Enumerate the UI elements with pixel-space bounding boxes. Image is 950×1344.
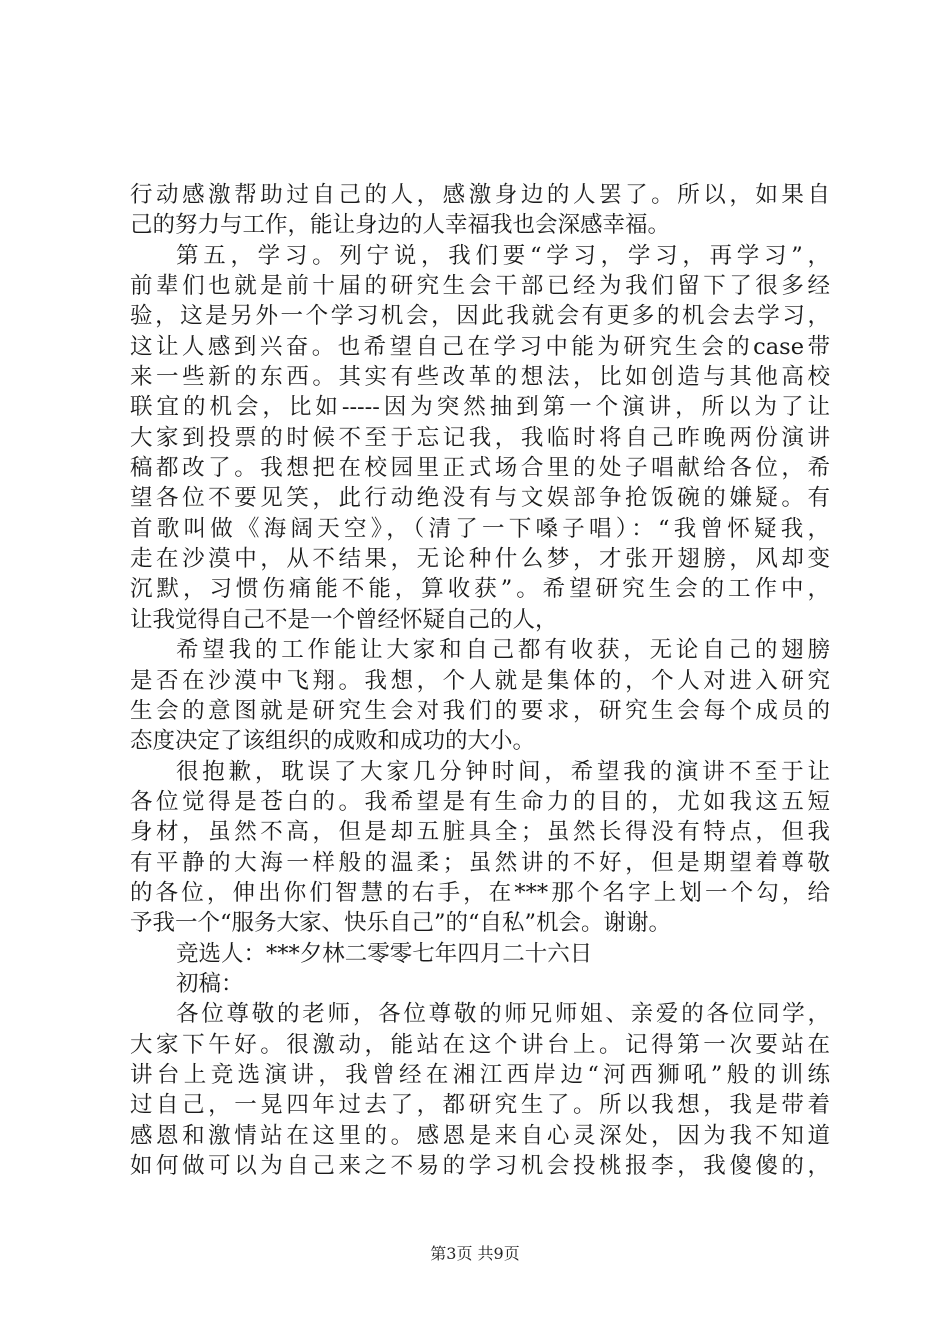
text-line: 沉默，习惯伤痛能不能，算收获”。希望研究生会的工作中， [130,576,830,603]
text-line: 大家下午好。很激动，能站在这个讲台上。记得第一次要站在 [130,1031,830,1058]
text-line: 稿都改了。我想把在校园里正式场合里的处子唱献给各位，希 [130,455,830,482]
text-line: 感恩和激情站在这里的。感恩是来自心灵深处，因为我不知道 [130,1122,830,1149]
page-number-footer: 第3页 共9页 [430,1244,520,1263]
text-line: 大家到投票的时候不至于忘记我，我临时将自己昨晚两份演讲 [130,424,830,451]
text-line: 如何做可以为自己来之不易的学习机会投桃报李，我傻傻的， [130,1153,830,1179]
text-line: 望各位不要见笑，此行动绝没有与文娱部争抢饭碗的嫌疑。有 [130,485,830,512]
text-line: 首歌叫做《海阔天空》，（清了一下嗓子唱）：“我曾怀疑我， [130,515,830,542]
text-line: 初稿： [176,970,244,997]
text-line: 前辈们也就是前十届的研究生会干部已经为我们留下了很多经 [130,273,830,300]
text-line: 的各位，伸出你们智慧的右手，在***那个名字上划一个勾，给 [130,879,830,906]
text-line: 各位尊敬的老师，各位尊敬的师兄师姐、亲爱的各位同学， [176,1001,830,1028]
text-line: 身材，虽然不高，但是却五脏具全；虽然长得没有特点，但我 [130,819,830,846]
text-line: 竞选人：***夕林二零零七年四月二十六日 [176,940,593,967]
text-line: 各位觉得是苍白的。我希望是有生命力的目的，尤如我这五短 [130,788,830,815]
text-line: 是否在沙漠中飞翔。我想，个人就是集体的，个人对进入研究 [130,667,830,694]
text-line: 予我一个“服务大家、快乐自己”的“自私”机会。谢谢。 [130,910,672,937]
text-line: 生会的意图就是研究生会对我们的要求，研究生会每个成员的 [130,697,830,724]
text-line: 联宜的机会，比如-----因为突然抽到第一个演讲，所以为了让 [130,394,830,421]
text-line: 己的努力与工作，能让身边的人幸福我也会深感幸福。 [130,212,671,239]
text-line: 很抱歉，耽误了大家几分钟时间，希望我的演讲不至于让 [176,758,830,785]
text-line: 讲台上竞选演讲，我曾经在湘江西岸边“河西狮吼”般的训练 [130,1061,830,1088]
text-line: 希望我的工作能让大家和自己都有收获，无论自己的翅膀 [176,637,830,664]
text-line: 态度决定了该组织的成败和成功的大小。 [130,728,536,755]
text-line: 第五，学习。列宁说，我们要“学习，学习，再学习”， [176,242,830,269]
text-line: 走在沙漠中，从不结果，无论种什么梦，才张开翅膀，风却变 [130,546,830,573]
text-line: 有平静的大海一样般的温柔；虽然讲的不好，但是期望着尊敬 [130,849,830,876]
text-line: 过自己，一晃四年过去了，都研究生了。所以我想，我是带着 [130,1092,830,1119]
text-line: 让我觉得自己不是一个曾经怀疑自己的人， [130,606,558,633]
text-line: 行动感激帮助过自己的人，感激身边的人罢了。所以，如果自 [130,182,830,208]
document-body [130,180,830,1181]
text-line: 来一些新的东西。其实有些改革的想法，比如创造与其他高校 [130,364,830,391]
text-line: 这让人感到兴奋。也希望自己在学习中能为研究生会的case带 [130,333,830,360]
text-line: 验，这是另外一个学习机会，因此我就会有更多的机会去学习， [130,303,830,330]
